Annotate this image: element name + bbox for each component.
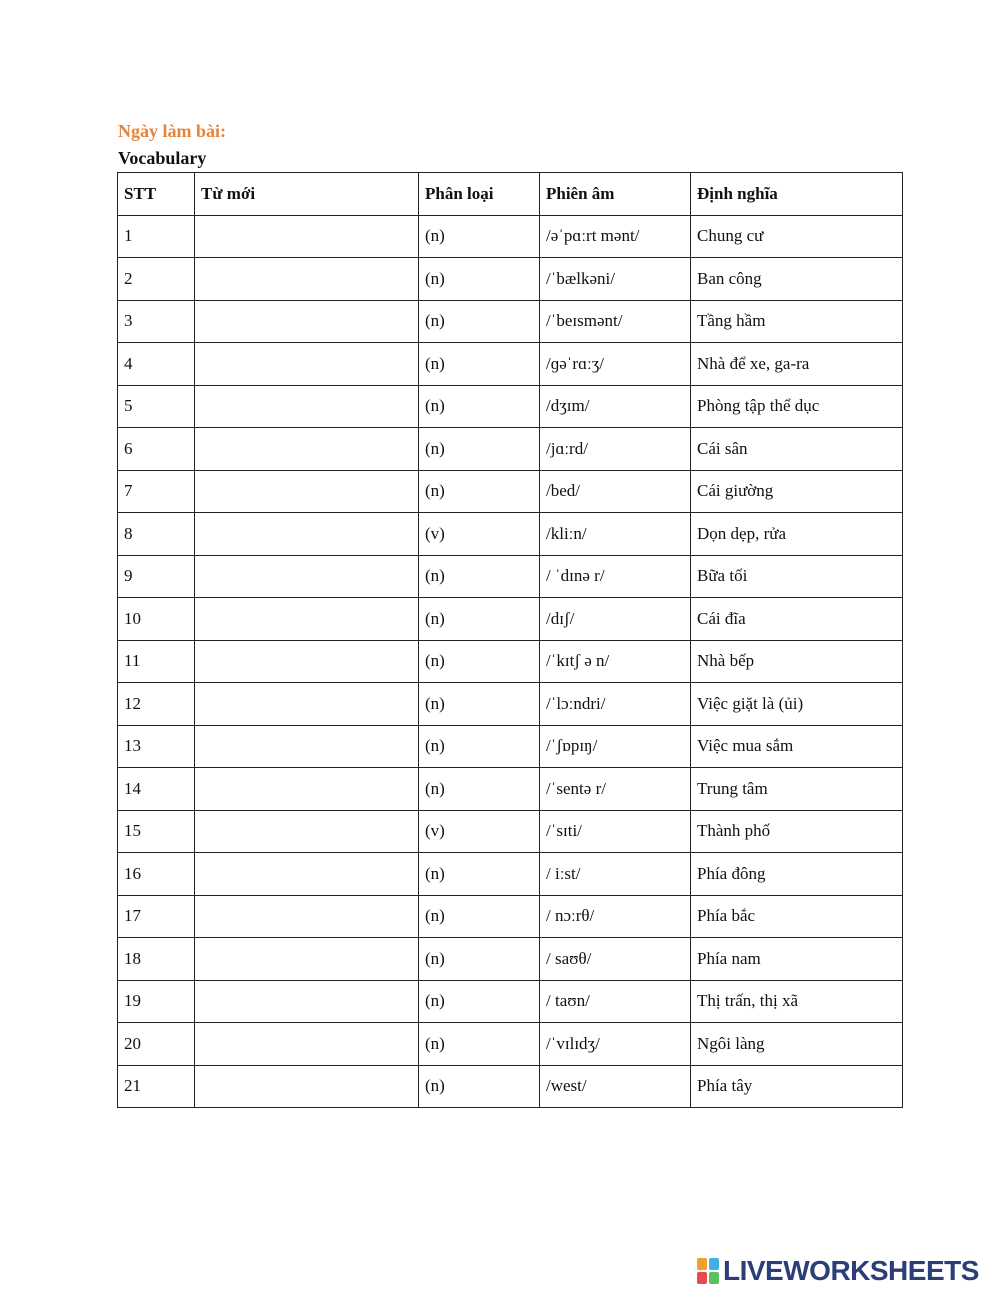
row-number-cell: 17 [118,895,195,938]
column-header-stt: STT [118,173,195,216]
phonetic-cell: /ɡəˈrɑːʒ/ [540,343,691,386]
word-type-cell: (v) [419,810,540,853]
new-word-answer-cell[interactable] [195,683,419,726]
table-row [118,555,903,598]
row-number-cell: 16 [118,853,195,896]
definition-cell: Nhà bếp [691,640,903,683]
logo-block [697,1272,707,1284]
new-word-answer-cell[interactable] [195,343,419,386]
word-type-cell: (n) [419,1065,540,1108]
table-row [118,810,903,853]
word-type-cell: (n) [419,300,540,343]
definition-cell: Bữa tối [691,555,903,598]
table-row [118,895,903,938]
phonetic-cell: /ˈsɪti/ [540,810,691,853]
phonetic-cell: / iːst/ [540,853,691,896]
definition-cell: Phía bắc [691,895,903,938]
definition-cell: Cái đĩa [691,598,903,641]
column-header-word-type: Phân loại [419,173,540,216]
row-number-cell: 4 [118,343,195,386]
word-type-cell: (n) [419,598,540,641]
column-header-phonetic: Phiên âm [540,173,691,216]
table-row [118,1065,903,1108]
new-word-answer-cell[interactable] [195,853,419,896]
table-row [118,385,903,428]
table-row [118,215,903,258]
table-row [118,980,903,1023]
new-word-answer-cell[interactable] [195,428,419,471]
phonetic-cell: /ˈbeɪsmənt/ [540,300,691,343]
word-type-cell: (n) [419,385,540,428]
word-type-cell: (n) [419,215,540,258]
phonetic-cell: / taʊn/ [540,980,691,1023]
table-row [118,258,903,301]
row-number-cell: 21 [118,1065,195,1108]
table-row [118,768,903,811]
word-type-cell: (n) [419,258,540,301]
new-word-answer-cell[interactable] [195,215,419,258]
word-type-cell: (v) [419,513,540,556]
new-word-answer-cell[interactable] [195,470,419,513]
logo-block [697,1258,707,1270]
definition-cell: Trung tâm [691,768,903,811]
word-type-cell: (n) [419,343,540,386]
table-row [118,725,903,768]
phonetic-cell: /ˈbælkəni/ [540,258,691,301]
logo-block [709,1272,719,1284]
new-word-answer-cell[interactable] [195,810,419,853]
table-row [118,640,903,683]
phonetic-cell: /ˈsentə r/ [540,768,691,811]
liveworksheets-blocks-icon [697,1258,719,1284]
new-word-answer-cell[interactable] [195,1065,419,1108]
phonetic-cell: /ˈʃɒpɪŋ/ [540,725,691,768]
liveworksheets-logo [697,1257,979,1285]
logo-block [709,1258,719,1270]
table-row [118,683,903,726]
word-type-cell: (n) [419,1023,540,1066]
logo-text: LIVEWORKSHEETS [723,1255,979,1286]
row-number-cell: 8 [118,513,195,556]
phonetic-cell: /ˈlɔːndri/ [540,683,691,726]
phonetic-cell: /jɑːrd/ [540,428,691,471]
row-number-cell: 12 [118,683,195,726]
new-word-answer-cell[interactable] [195,598,419,641]
new-word-answer-cell[interactable] [195,768,419,811]
row-number-cell: 15 [118,810,195,853]
new-word-answer-cell[interactable] [195,258,419,301]
table-body [118,215,903,1108]
row-number-cell: 9 [118,555,195,598]
definition-cell: Ngôi làng [691,1023,903,1066]
word-type-cell: (n) [419,895,540,938]
row-number-cell: 7 [118,470,195,513]
definition-cell: Cái sân [691,428,903,471]
row-number-cell: 13 [118,725,195,768]
definition-cell: Phía nam [691,938,903,981]
definition-cell: Phòng tập thể dục [691,385,903,428]
word-type-cell: (n) [419,470,540,513]
phonetic-cell: /ˈkɪtʃ ə n/ [540,640,691,683]
definition-cell: Phía tây [691,1065,903,1108]
table-row [118,938,903,981]
word-type-cell: (n) [419,640,540,683]
row-number-cell: 20 [118,1023,195,1066]
phonetic-cell: / ˈdɪnə r/ [540,555,691,598]
table-row [118,343,903,386]
date-label: Ngày làm bài: [118,121,226,141]
table-row [118,1023,903,1066]
word-type-cell: (n) [419,428,540,471]
table-header-row [118,173,903,216]
table-row [118,598,903,641]
row-number-cell: 3 [118,300,195,343]
definition-cell: Chung cư [691,215,903,258]
row-number-cell: 11 [118,640,195,683]
word-type-cell: (n) [419,555,540,598]
definition-cell: Nhà để xe, ga-ra [691,343,903,386]
phonetic-cell: /dʒɪm/ [540,385,691,428]
new-word-answer-cell[interactable] [195,1023,419,1066]
table-row [118,300,903,343]
phonetic-cell: /dɪʃ/ [540,598,691,641]
table-row [118,513,903,556]
new-word-answer-cell[interactable] [195,385,419,428]
new-word-answer-cell[interactable] [195,725,419,768]
row-number-cell: 10 [118,598,195,641]
word-type-cell: (n) [419,725,540,768]
new-word-answer-cell[interactable] [195,640,419,683]
definition-cell: Thị trấn, thị xã [691,980,903,1023]
word-type-cell: (n) [419,980,540,1023]
definition-cell: Phía đông [691,853,903,896]
word-type-cell: (n) [419,938,540,981]
row-number-cell: 6 [118,428,195,471]
definition-cell: Ban công [691,258,903,301]
definition-cell: Việc giặt là (ủi) [691,683,903,726]
word-type-cell: (n) [419,853,540,896]
row-number-cell: 2 [118,258,195,301]
table-row [118,428,903,471]
phonetic-cell: / saʊθ/ [540,938,691,981]
new-word-answer-cell[interactable] [195,938,419,981]
definition-cell: Thành phố [691,810,903,853]
new-word-answer-cell[interactable] [195,300,419,343]
row-number-cell: 1 [118,215,195,258]
row-number-cell: 5 [118,385,195,428]
phonetic-cell: /ˈvɪlɪdʒ/ [540,1023,691,1066]
row-number-cell: 19 [118,980,195,1023]
definition-cell: Cái giường [691,470,903,513]
new-word-answer-cell[interactable] [195,895,419,938]
word-type-cell: (n) [419,683,540,726]
row-number-cell: 18 [118,938,195,981]
new-word-answer-cell[interactable] [195,555,419,598]
row-number-cell: 14 [118,768,195,811]
vocabulary-table [117,172,903,1108]
definition-cell: Việc mua sắm [691,725,903,768]
phonetic-cell: /west/ [540,1065,691,1108]
phonetic-cell: / nɔːrθ/ [540,895,691,938]
new-word-answer-cell[interactable] [195,513,419,556]
table-row [118,853,903,896]
definition-cell: Dọn dẹp, rửa [691,513,903,556]
table-row [118,470,903,513]
phonetic-cell: /bed/ [540,470,691,513]
definition-cell: Tầng hầm [691,300,903,343]
section-title: Vocabulary [118,148,207,168]
word-type-cell: (n) [419,768,540,811]
phonetic-cell: /əˈpɑːrt mənt/ [540,215,691,258]
column-header-definition: Định nghĩa [691,173,903,216]
column-header-new-word: Từ mới [195,173,419,216]
phonetic-cell: /kliːn/ [540,513,691,556]
new-word-answer-cell[interactable] [195,980,419,1023]
